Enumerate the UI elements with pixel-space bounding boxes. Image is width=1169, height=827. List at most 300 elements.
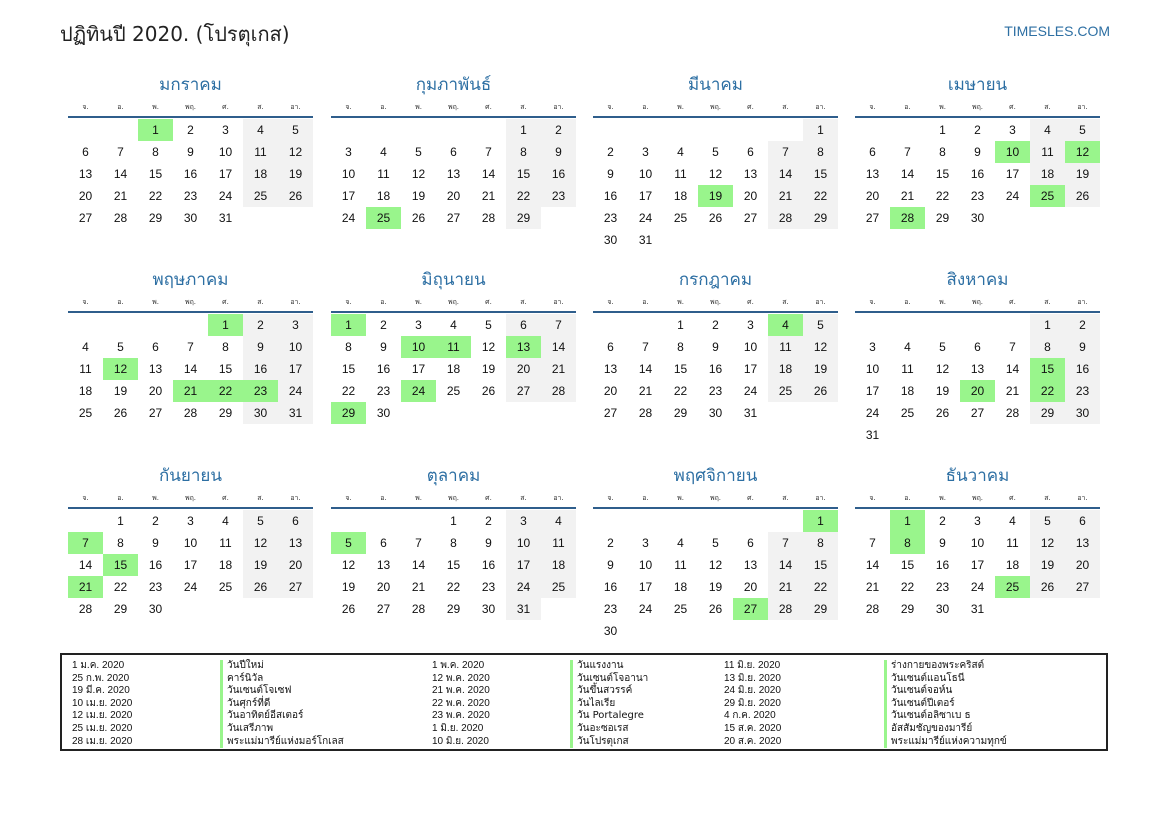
weekday-header	[331, 100, 576, 118]
day-cell: 8	[345, 340, 352, 354]
day-cell: 11	[219, 536, 232, 550]
holiday-date: 11 มิ.ย. 2020	[724, 660, 781, 671]
day-cell: 10	[638, 558, 653, 572]
day-cell: 24	[743, 384, 758, 398]
weekday-label: อา.	[553, 298, 564, 306]
weekday-label: ศ.	[747, 494, 754, 502]
holiday-date: 1 พ.ค. 2020	[432, 660, 485, 671]
weekday-label: พ.	[415, 298, 422, 306]
day-cell: 3	[869, 340, 876, 354]
day-cell: 10	[218, 145, 233, 159]
day-cell: 9	[607, 558, 614, 572]
day-cell: 25	[446, 384, 461, 398]
weekday-header	[855, 100, 1100, 118]
weekday-label: จ.	[345, 298, 352, 306]
day-cell: 17	[865, 384, 880, 398]
weekday-label: อา.	[815, 103, 826, 111]
weekday-label: พฤ.	[971, 298, 984, 306]
weekday-label: ส.	[782, 494, 789, 502]
day-cell: 4	[243, 119, 278, 141]
day-cell: 3	[506, 510, 541, 532]
day-cell: 14	[638, 362, 653, 376]
empty-cell	[68, 314, 103, 336]
holiday-day-cell: 1	[331, 314, 366, 336]
day-cell: 31	[865, 428, 880, 442]
days-grid	[855, 314, 1100, 446]
day-cell: 26	[481, 384, 496, 398]
days-grid	[855, 119, 1100, 229]
day-cell: 9	[380, 340, 387, 354]
weekday-header	[593, 100, 838, 118]
empty-cell	[890, 119, 925, 141]
day-cell: 13	[603, 362, 618, 376]
day-cell: 16	[148, 558, 163, 572]
day-cell: 7	[117, 145, 124, 159]
empty-cell	[663, 510, 698, 532]
day-cell: 1	[803, 119, 838, 141]
weekday-label: อ.	[904, 298, 911, 306]
empty-cell	[331, 119, 366, 141]
day-cell: 24	[1005, 189, 1020, 203]
holiday-date: 1 มิ.ย. 2020	[432, 722, 484, 734]
weekday-label: อา.	[1077, 103, 1088, 111]
holiday-name: วันเซนต์แอนโธนี	[891, 672, 965, 684]
day-cell: 30	[603, 233, 618, 247]
days-grid	[331, 510, 576, 620]
day-cell: 12	[708, 167, 723, 181]
month-calendar	[593, 265, 838, 424]
weekday-label: จ.	[607, 298, 614, 306]
month-calendar	[68, 70, 313, 229]
month-name: สิงหาคม	[946, 270, 1009, 290]
day-cell: 1	[1030, 314, 1065, 336]
empty-cell	[890, 314, 925, 336]
day-cell: 18	[1005, 558, 1020, 572]
day-cell: 6	[152, 340, 159, 354]
day-cell: 26	[708, 211, 723, 225]
day-cell: 21	[865, 580, 880, 594]
empty-cell	[331, 510, 366, 532]
day-cell: 10	[970, 536, 985, 550]
weekday-label: อา.	[1077, 494, 1088, 502]
day-cell: 21	[1005, 384, 1020, 398]
month-calendar	[331, 70, 576, 229]
weekday-label: พ.	[677, 494, 684, 502]
day-cell: 1	[506, 119, 541, 141]
day-cell: 31	[638, 233, 653, 247]
day-cell: 8	[803, 141, 838, 163]
day-cell: 13	[78, 167, 93, 181]
month-calendar	[855, 70, 1100, 229]
day-cell: 27	[376, 602, 391, 616]
day-cell: 10	[183, 536, 198, 550]
day-cell: 9	[485, 536, 492, 550]
day-cell: 18	[900, 384, 915, 398]
holiday-name: วันเซนต์โจเซฟ	[227, 685, 292, 697]
weekday-header	[855, 491, 1100, 509]
day-cell: 11	[674, 167, 687, 181]
day-cell: 14	[78, 558, 93, 572]
holiday-day-cell: 13	[506, 336, 541, 358]
weekday-label: ศ.	[222, 298, 229, 306]
day-cell: 6	[278, 510, 313, 532]
empty-cell	[698, 119, 733, 141]
day-cell: 29	[218, 406, 233, 420]
day-cell: 19	[481, 362, 496, 376]
day-cell: 1	[939, 123, 946, 137]
day-cell: 17	[970, 558, 985, 572]
weekday-label: ส.	[1044, 298, 1051, 306]
weekday-label: พฤ.	[971, 103, 984, 111]
empty-cell	[68, 510, 103, 532]
day-cell: 31	[218, 211, 233, 225]
day-cell: 14	[768, 554, 803, 576]
month-calendar	[593, 70, 838, 251]
page-title: ปฏิทินปี 2020. (โปรตุเกส)	[60, 22, 290, 46]
day-cell: 24	[506, 576, 541, 598]
day-cell: 2	[939, 514, 946, 528]
holiday-day-cell: 12	[103, 358, 138, 380]
day-cell: 21	[411, 580, 426, 594]
day-cell: 8	[506, 141, 541, 163]
day-cell: 12	[1030, 532, 1065, 554]
day-cell: 6	[380, 536, 387, 550]
day-cell: 22	[506, 185, 541, 207]
day-cell: 9	[974, 145, 981, 159]
day-cell: 29	[1030, 402, 1065, 424]
weekday-label: อ.	[642, 103, 649, 111]
holiday-day-cell: 22	[208, 380, 243, 402]
holiday-date: 19 มี.ค. 2020	[72, 685, 130, 697]
day-cell: 15	[341, 362, 356, 376]
day-cell: 8	[939, 145, 946, 159]
day-cell: 14	[768, 163, 803, 185]
holiday-date: 12 เม.ย. 2020	[72, 710, 133, 722]
day-cell: 24	[865, 406, 880, 420]
day-cell: 3	[1009, 123, 1016, 137]
weekday-header	[855, 295, 1100, 313]
holiday-name: ร่างกายของพระคริสต์	[891, 660, 985, 671]
holiday-day-cell: 7	[68, 532, 103, 554]
day-cell: 22	[803, 185, 838, 207]
day-cell: 7	[869, 536, 876, 550]
day-cell: 6	[82, 145, 89, 159]
day-cell: 3	[222, 123, 229, 137]
weekday-label: พฤ.	[709, 298, 722, 306]
empty-cell	[925, 314, 960, 336]
holiday-date: 1 ม.ค. 2020	[72, 660, 125, 671]
day-cell: 17	[411, 362, 426, 376]
day-cell: 3	[415, 318, 422, 332]
day-cell: 6	[747, 145, 754, 159]
holiday-day-cell: 1	[208, 314, 243, 336]
weekday-label: ศ.	[485, 103, 492, 111]
holiday-day-cell: 1	[803, 510, 838, 532]
weekday-label: ศ.	[485, 494, 492, 502]
day-cell: 16	[970, 167, 985, 181]
day-cell: 11	[243, 141, 278, 163]
weekday-label: ศ.	[1009, 494, 1016, 502]
weekday-label: ส.	[257, 494, 264, 502]
holiday-day-cell: 23	[243, 380, 278, 402]
day-cell: 2	[243, 314, 278, 336]
day-cell: 20	[865, 189, 880, 203]
day-cell: 15	[506, 163, 541, 185]
day-cell: 29	[446, 602, 461, 616]
day-cell: 4	[677, 145, 684, 159]
day-cell: 29	[506, 207, 541, 229]
empty-cell	[593, 314, 628, 336]
holiday-date: 12 พ.ค. 2020	[432, 672, 490, 684]
month-name: มีนาคม	[688, 75, 743, 95]
day-cell: 21	[113, 189, 128, 203]
day-cell: 11	[1006, 536, 1019, 550]
day-cell: 26	[113, 406, 128, 420]
weekday-label: อา.	[290, 494, 301, 502]
day-cell: 14	[411, 558, 426, 572]
weekday-label: ส.	[520, 494, 527, 502]
days-grid	[331, 314, 576, 424]
holiday-date: 25 เม.ย. 2020	[72, 722, 133, 734]
holiday-dates-column	[72, 660, 132, 748]
holiday-day-cell: 10	[401, 336, 436, 358]
day-cell: 21	[768, 576, 803, 598]
empty-cell	[103, 314, 138, 336]
holiday-name: อัสสัมชัญของมารีย์	[891, 722, 973, 734]
day-cell: 20	[376, 580, 391, 594]
days-grid	[331, 119, 576, 229]
day-cell: 1	[450, 514, 457, 528]
day-cell: 11	[377, 167, 390, 181]
holiday-day-cell: 28	[890, 207, 925, 229]
day-cell: 9	[712, 340, 719, 354]
day-cell: 6	[607, 340, 614, 354]
day-cell: 5	[712, 536, 719, 550]
day-cell: 11	[901, 362, 914, 376]
day-cell: 15	[935, 167, 950, 181]
day-cell: 22	[673, 384, 688, 398]
weekday-header	[68, 295, 313, 313]
empty-cell	[401, 119, 436, 141]
day-cell: 22	[900, 580, 915, 594]
holiday-name: วันไลเรีย	[577, 697, 616, 709]
day-cell: 14	[1005, 362, 1020, 376]
day-cell: 30	[708, 406, 723, 420]
empty-cell	[366, 510, 401, 532]
day-cell: 16	[183, 167, 198, 181]
holiday-name: วันเซนต์โจอานา	[577, 672, 649, 684]
day-cell: 25	[243, 185, 278, 207]
day-cell: 17	[638, 189, 653, 203]
day-cell: 31	[278, 402, 313, 424]
day-cell: 14	[481, 167, 496, 181]
holiday-day-cell: 10	[995, 141, 1030, 163]
day-cell: 28	[1005, 406, 1020, 420]
day-cell: 11	[79, 362, 92, 376]
holiday-names-column	[570, 660, 648, 748]
weekday-header	[593, 491, 838, 509]
empty-cell	[628, 314, 663, 336]
empty-cell	[593, 119, 628, 141]
day-cell: 6	[1065, 510, 1100, 532]
holiday-name: วันเซนต์อลิซาเบ ธ	[891, 710, 971, 722]
day-cell: 19	[803, 358, 838, 380]
day-cell: 3	[642, 145, 649, 159]
holiday-list	[60, 653, 1108, 751]
day-cell: 9	[1065, 336, 1100, 358]
day-cell: 10	[341, 167, 356, 181]
month-name: พฤษภาคม	[152, 270, 229, 290]
month-name: กันยายน	[158, 466, 222, 486]
holiday-day-cell: 27	[733, 598, 768, 620]
weekday-label: อ.	[642, 494, 649, 502]
day-cell: 18	[673, 580, 688, 594]
day-cell: 16	[243, 358, 278, 380]
weekday-label: พ.	[677, 298, 684, 306]
day-cell: 22	[935, 189, 950, 203]
day-cell: 12	[803, 336, 838, 358]
day-cell: 15	[148, 167, 163, 181]
holiday-date: 22 พ.ค. 2020	[432, 697, 490, 709]
weekday-label: อา.	[553, 494, 564, 502]
holiday-date: 24 มิ.ย. 2020	[724, 685, 781, 697]
empty-cell	[855, 510, 890, 532]
empty-cell	[173, 314, 208, 336]
weekday-label: พ.	[677, 103, 684, 111]
day-cell: 7	[768, 532, 803, 554]
day-cell: 7	[415, 536, 422, 550]
day-cell: 16	[1065, 358, 1100, 380]
holiday-name: วันขึ้นสวรรค์	[577, 685, 633, 697]
day-cell: 18	[78, 384, 93, 398]
weekday-label: อ.	[117, 494, 124, 502]
weekday-label: จ.	[345, 103, 352, 111]
day-cell: 8	[222, 340, 229, 354]
days-grid	[593, 119, 838, 251]
day-cell: 19	[113, 384, 128, 398]
day-cell: 9	[152, 536, 159, 550]
day-cell: 21	[541, 358, 576, 380]
day-cell: 15	[900, 558, 915, 572]
day-cell: 3	[278, 314, 313, 336]
weekday-label: อา.	[290, 103, 301, 111]
holiday-names-column	[220, 660, 344, 748]
weekday-label: ศ.	[1009, 298, 1016, 306]
day-cell: 16	[935, 558, 950, 572]
day-cell: 27	[970, 406, 985, 420]
day-cell: 18	[768, 358, 803, 380]
weekday-header	[331, 491, 576, 509]
day-cell: 7	[904, 145, 911, 159]
holiday-name: วันแรงงาน	[577, 660, 624, 671]
month-name: มกราคม	[159, 75, 222, 95]
day-cell: 25	[218, 580, 233, 594]
day-cell: 3	[974, 514, 981, 528]
days-grid	[593, 314, 838, 424]
day-cell: 7	[768, 141, 803, 163]
day-cell: 20	[743, 580, 758, 594]
day-cell: 4	[541, 510, 576, 532]
day-cell: 30	[148, 602, 163, 616]
day-cell: 28	[183, 406, 198, 420]
day-cell: 30	[376, 406, 391, 420]
day-cell: 25	[768, 380, 803, 402]
day-cell: 4	[1009, 514, 1016, 528]
day-cell: 26	[411, 211, 426, 225]
month-calendar	[855, 265, 1100, 446]
days-grid	[68, 314, 313, 424]
weekday-label: จ.	[345, 494, 352, 502]
day-cell: 1	[677, 318, 684, 332]
day-cell: 2	[485, 514, 492, 528]
day-cell: 23	[1065, 380, 1100, 402]
day-cell: 13	[376, 558, 391, 572]
day-cell: 23	[708, 384, 723, 398]
day-cell: 22	[341, 384, 356, 398]
day-cell: 27	[446, 211, 461, 225]
holiday-name: คาร์นิวัล	[227, 672, 264, 684]
day-cell: 6	[869, 145, 876, 159]
weekday-label: ส.	[520, 298, 527, 306]
day-cell: 7	[541, 314, 576, 336]
day-cell: 25	[541, 576, 576, 598]
day-cell: 26	[243, 576, 278, 598]
holiday-name: วันปีใหม่	[227, 660, 264, 671]
day-cell: 16	[376, 362, 391, 376]
holiday-dates-column	[724, 660, 781, 748]
day-cell: 30	[183, 211, 198, 225]
day-cell: 17	[218, 167, 233, 181]
day-cell: 23	[541, 185, 576, 207]
day-cell: 7	[642, 340, 649, 354]
day-cell: 12	[935, 362, 950, 376]
day-cell: 26	[1030, 576, 1065, 598]
day-cell: 26	[1065, 185, 1100, 207]
holiday-day-cell: 20	[960, 380, 995, 402]
weekday-header	[331, 295, 576, 313]
day-cell: 13	[865, 167, 880, 181]
day-cell: 19	[278, 163, 313, 185]
day-cell: 2	[187, 123, 194, 137]
day-cell: 22	[446, 580, 461, 594]
day-cell: 28	[411, 602, 426, 616]
brand-logo-text[interactable]: TIMESLES.COM	[1004, 23, 1110, 39]
day-cell: 15	[803, 554, 838, 576]
day-cell: 31	[743, 406, 758, 420]
day-cell: 11	[541, 532, 576, 554]
day-cell: 15	[446, 558, 461, 572]
day-cell: 30	[481, 602, 496, 616]
day-cell: 10	[743, 340, 758, 354]
holiday-date: 10 เม.ย. 2020	[72, 697, 133, 709]
weekday-label: อา.	[290, 298, 301, 306]
empty-cell	[698, 510, 733, 532]
day-cell: 5	[1030, 510, 1065, 532]
day-cell: 11	[674, 558, 687, 572]
days-grid	[593, 510, 838, 642]
day-cell: 23	[183, 189, 198, 203]
day-cell: 2	[607, 145, 614, 159]
holiday-name: วัน Portalegre	[577, 710, 644, 722]
weekday-label: ศ.	[485, 298, 492, 306]
month-calendar	[331, 461, 576, 620]
day-cell: 24	[341, 211, 356, 225]
day-cell: 6	[506, 314, 541, 336]
day-cell: 28	[638, 406, 653, 420]
day-cell: 3	[747, 318, 754, 332]
day-cell: 21	[481, 189, 496, 203]
month-calendar	[68, 461, 313, 620]
